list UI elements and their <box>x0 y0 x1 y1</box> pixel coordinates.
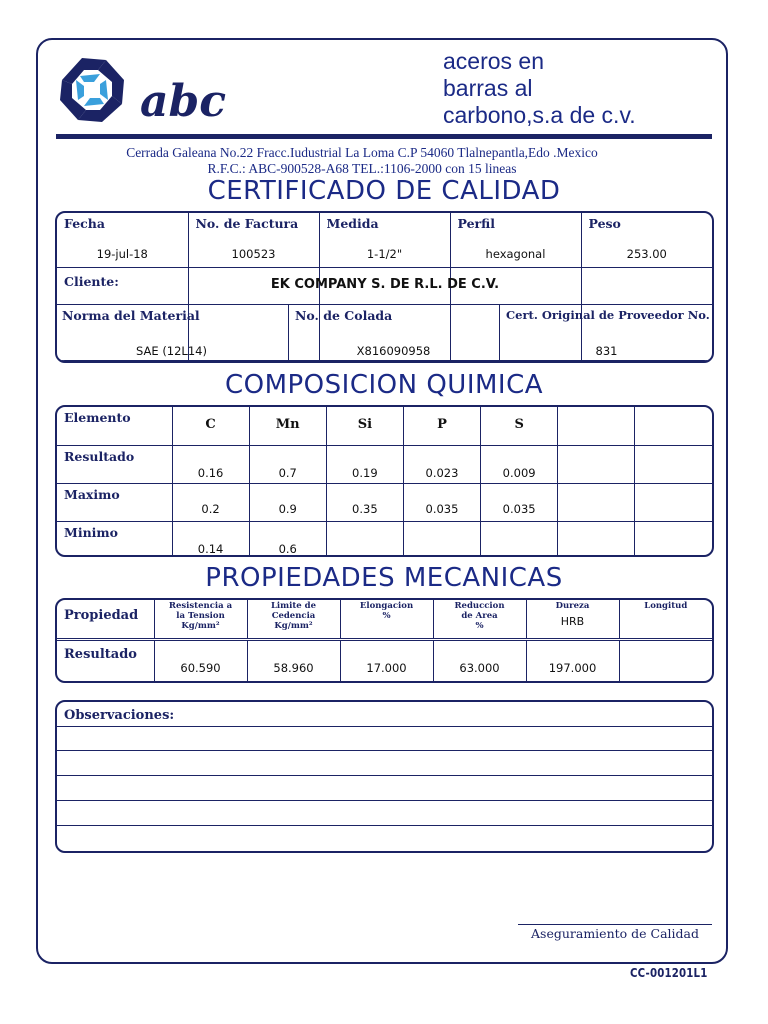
abc-logo <box>52 50 242 132</box>
obs-line-2 <box>57 750 712 751</box>
col-limite: Limite de Cedencia Kg/mm² <box>270 601 317 631</box>
address-line-1: Cerrada Galeana No.22 Fracc.Iudustrial La Loma C.P 54060 Tlalnepantla,Edo .Mexico <box>126 145 598 160</box>
minimo-c: 0.14 <box>197 541 224 556</box>
propiedad-label: Propiedad <box>64 608 139 623</box>
perfil-value: hexagonal <box>485 247 546 261</box>
peso-value: 253.00 <box>626 247 667 261</box>
address-line-2: R.F.C.: ABC-900528-A68 TEL.:1106-2000 con 15 lineas <box>207 161 517 176</box>
col-longitud: Longitud <box>644 601 688 611</box>
maximo-si: 0.35 <box>352 501 378 516</box>
resultado-s: 0.009 <box>502 465 536 480</box>
maximo-p: 0.035 <box>425 501 459 516</box>
document-code: CC-001201L1 <box>630 966 708 980</box>
logo-wordmark: abc <box>140 76 227 127</box>
mechanical-table <box>55 598 714 683</box>
minimo-mn: 0.6 <box>278 541 297 556</box>
maximo-mn: 0.9 <box>278 501 297 516</box>
maximo-c: 0.2 <box>201 501 220 516</box>
element-si: Si <box>357 417 373 432</box>
resultado-si: 0.19 <box>352 465 378 480</box>
colada-label: No. de Colada <box>295 308 393 323</box>
cliente-value: EK COMPANY S. DE R.L. DE C.V. <box>270 277 500 292</box>
peso-label: Peso <box>588 216 621 231</box>
mech-resistencia-value: 60.590 <box>180 660 221 675</box>
minimo-label: Minimo <box>64 524 118 540</box>
elemento-label: Elemento <box>64 410 131 425</box>
chemical-table <box>55 405 714 557</box>
mech-limite-value: 58.960 <box>273 660 314 675</box>
mech-resultado-label: Resultado <box>64 646 137 662</box>
mech-elongacion-value: 17.000 <box>366 660 407 675</box>
medida-value: 1-1/2" <box>366 247 403 261</box>
obs-line-5 <box>57 825 712 826</box>
element-s: S <box>514 417 524 432</box>
resultado-c: 0.16 <box>197 465 224 480</box>
col-dureza: Dureza <box>555 601 590 611</box>
fecha-label: Fecha <box>64 216 105 231</box>
dureza-unit: HRB <box>560 615 585 628</box>
mech-dureza-value: 197.000 <box>548 660 597 675</box>
col-elongacion: Elongacion % <box>359 601 414 621</box>
fecha-value: 19-jul-18 <box>96 247 148 261</box>
resultado-mn: 0.7 <box>278 465 297 480</box>
observaciones-box <box>55 700 714 853</box>
element-p: P <box>437 417 447 432</box>
cert-label: Cert. Original de Proveedor No. <box>506 308 710 322</box>
norma-label: Norma del Material <box>62 308 200 323</box>
medida-label: Medida <box>326 216 379 231</box>
observaciones-label: Observaciones: <box>64 708 175 723</box>
mechanical-title: PROPIEDADES MECANICAS <box>205 563 563 593</box>
factura-label: No. de Factura <box>195 216 299 231</box>
element-mn: Mn <box>275 417 300 432</box>
maximo-s: 0.035 <box>502 501 536 516</box>
obs-line-1 <box>57 726 712 727</box>
resultado-p: 0.023 <box>425 465 459 480</box>
chemical-title: COMPOSICION QUIMICA <box>224 370 544 400</box>
cliente-label: Cliente: <box>64 274 119 289</box>
maximo-label: Maximo <box>64 486 120 502</box>
perfil-label: Perfil <box>457 216 495 231</box>
col-reduccion: Reduccion de Area % <box>454 601 505 631</box>
signature-label: Aseguramiento de Calidad <box>531 926 699 941</box>
norma-value: SAE (12L14) <box>136 344 207 358</box>
company-name: aceros en barras al carbono,s.a de c.v. <box>443 48 636 128</box>
col-resistencia: Resistencia a la Tension Kg/mm² <box>168 601 233 631</box>
cliente-row <box>55 267 714 305</box>
certificate-title: CERTIFICADO DE CALIDAD <box>207 176 561 206</box>
signature-line <box>518 924 712 925</box>
element-c: C <box>205 417 216 432</box>
material-row <box>55 305 714 362</box>
resultado-label: Resultado <box>64 448 135 464</box>
obs-line-3 <box>57 775 712 776</box>
mech-reduccion-value: 63.000 <box>459 660 500 675</box>
factura-value: 100523 <box>231 247 276 261</box>
cert-value: 831 <box>595 344 618 358</box>
obs-line-4 <box>57 800 712 801</box>
colada-value: X816090958 <box>356 344 431 358</box>
header-rule <box>56 134 712 139</box>
